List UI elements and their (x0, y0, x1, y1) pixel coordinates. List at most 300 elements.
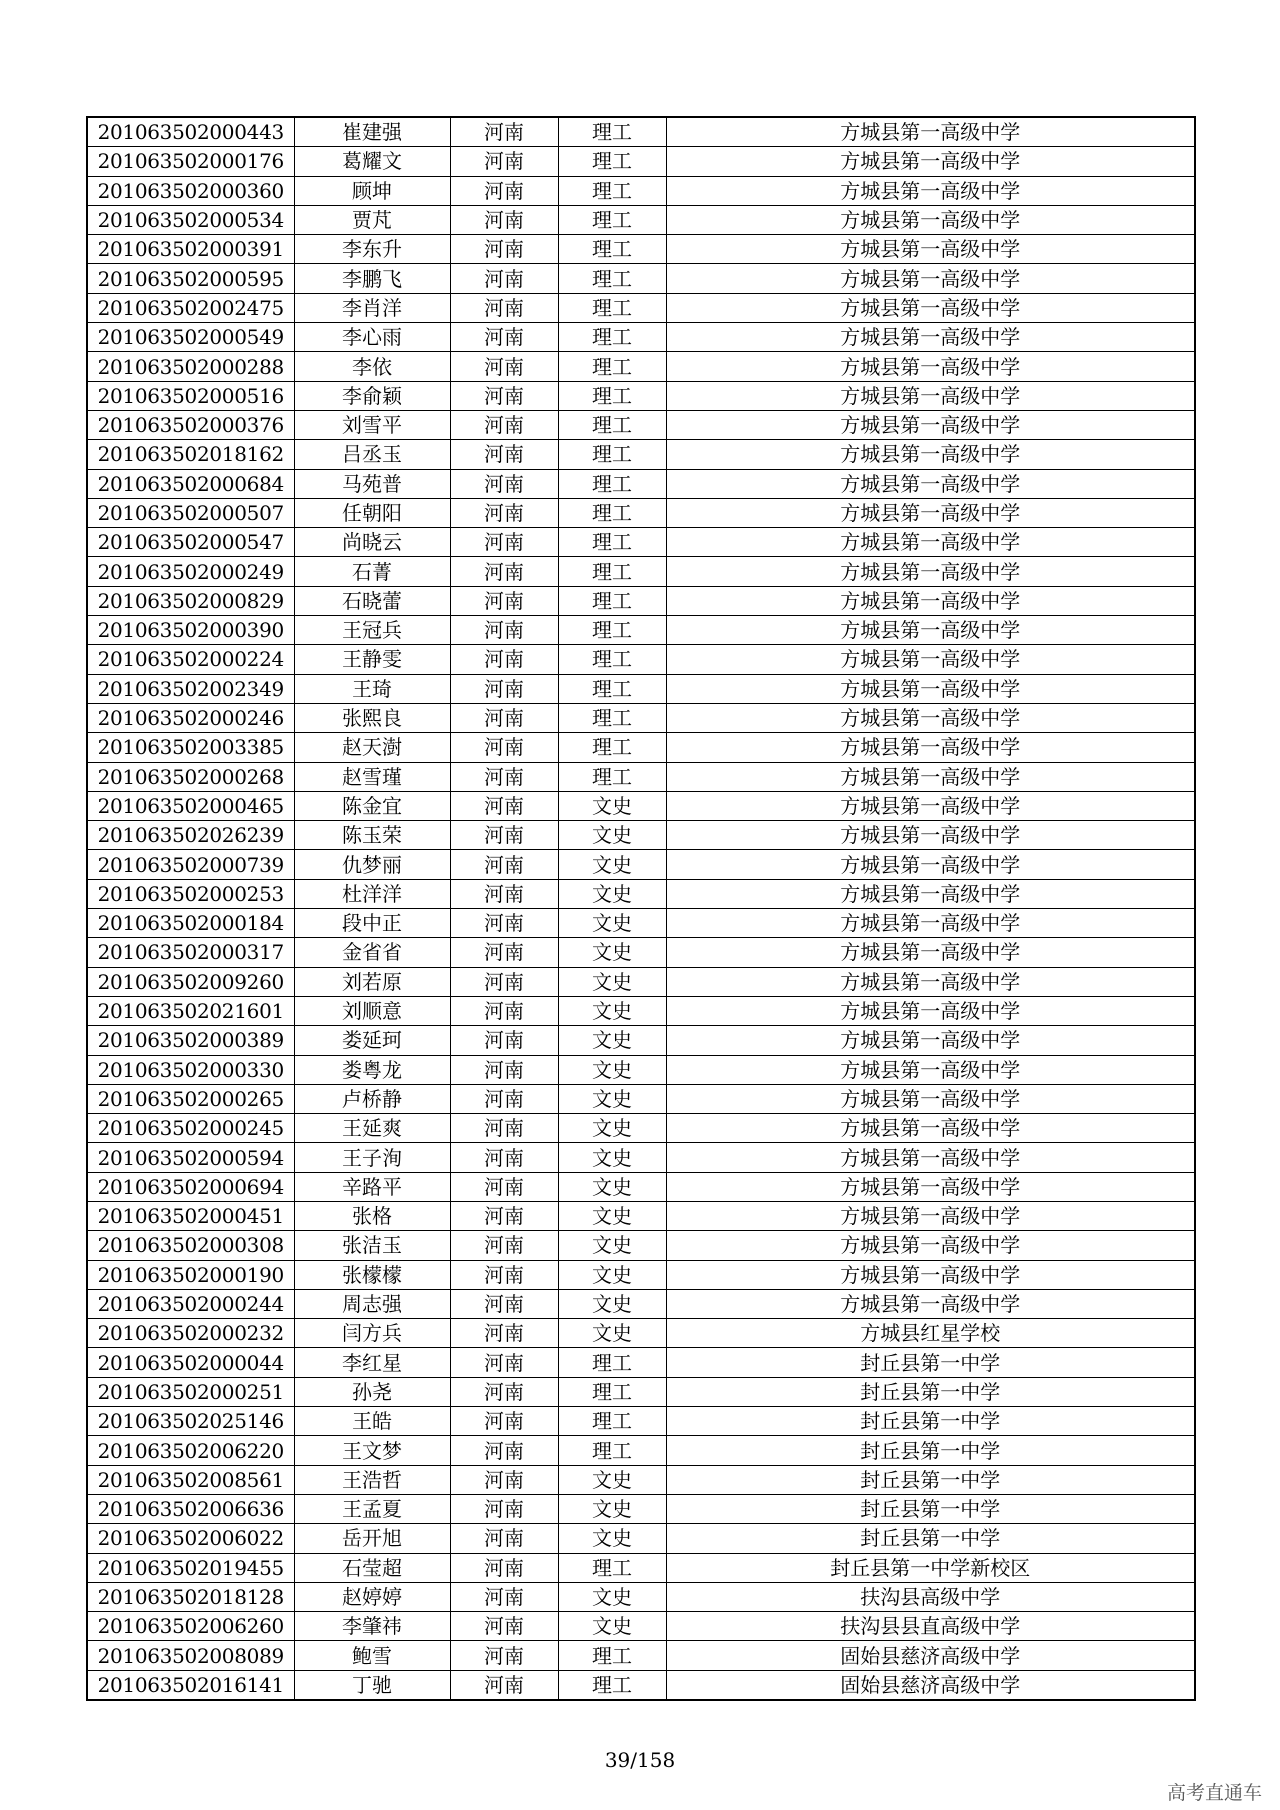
student-name-cell: 王静雯 (294, 645, 450, 674)
student-name-cell: 王延爽 (294, 1114, 450, 1143)
candidate-id-cell: 201063502000739 (87, 850, 294, 879)
province-cell: 河南 (450, 762, 558, 791)
student-name-cell: 李红星 (294, 1348, 450, 1377)
province-cell: 河南 (450, 1026, 558, 1055)
province-cell: 河南 (450, 879, 558, 908)
category-cell: 文史 (558, 879, 666, 908)
category-cell: 文史 (558, 850, 666, 879)
province-cell: 河南 (450, 235, 558, 264)
school-cell: 方城县第一高级中学 (666, 469, 1195, 498)
school-cell: 方城县第一高级中学 (666, 1289, 1195, 1318)
province-cell: 河南 (450, 1582, 558, 1611)
student-name-cell: 赵天澍 (294, 733, 450, 762)
candidate-id-cell: 201063502000244 (87, 1289, 294, 1318)
candidate-id-cell: 201063502000044 (87, 1348, 294, 1377)
candidate-id-cell: 201063502000232 (87, 1319, 294, 1348)
student-name-cell: 娄粤龙 (294, 1055, 450, 1084)
table-row (87, 879, 1195, 908)
student-name-cell: 贾芃 (294, 205, 450, 234)
candidate-id-cell: 201063502008089 (87, 1641, 294, 1670)
candidate-id-cell: 201063502000465 (87, 791, 294, 820)
school-cell: 方城县第一高级中学 (666, 410, 1195, 439)
candidate-id-cell: 201063502000253 (87, 879, 294, 908)
province-cell: 河南 (450, 205, 558, 234)
student-name-cell: 张洁玉 (294, 1231, 450, 1260)
student-name-cell: 李肇祎 (294, 1612, 450, 1641)
candidate-id-cell: 201063502018162 (87, 440, 294, 469)
province-cell: 河南 (450, 996, 558, 1025)
student-name-cell: 丁驰 (294, 1670, 450, 1700)
province-cell: 河南 (450, 586, 558, 615)
province-cell: 河南 (450, 1465, 558, 1494)
candidate-id-cell: 201063502000595 (87, 264, 294, 293)
category-cell: 文史 (558, 1201, 666, 1230)
category-cell: 理工 (558, 528, 666, 557)
category-cell: 理工 (558, 616, 666, 645)
school-cell: 扶沟县高级中学 (666, 1582, 1195, 1611)
table-row (87, 1143, 1195, 1172)
student-name-cell: 王冠兵 (294, 616, 450, 645)
table-row (87, 1319, 1195, 1348)
candidate-id-cell: 201063502000308 (87, 1231, 294, 1260)
student-name-cell: 卢桥静 (294, 1084, 450, 1113)
candidate-id-cell: 201063502000391 (87, 235, 294, 264)
category-cell: 文史 (558, 1612, 666, 1641)
candidate-id-cell: 201063502000829 (87, 586, 294, 615)
table-row (87, 410, 1195, 439)
province-cell: 河南 (450, 352, 558, 381)
province-cell: 河南 (450, 1114, 558, 1143)
table-row (87, 1084, 1195, 1113)
table-row (87, 117, 1195, 147)
province-cell: 河南 (450, 967, 558, 996)
province-cell: 河南 (450, 1172, 558, 1201)
category-cell: 理工 (558, 1377, 666, 1406)
table-row (87, 1612, 1195, 1641)
page-number: 39/158 (604, 1748, 676, 1772)
school-cell: 封丘县第一中学 (666, 1436, 1195, 1465)
table-row (87, 938, 1195, 967)
student-name-cell: 李依 (294, 352, 450, 381)
category-cell: 文史 (558, 821, 666, 850)
school-cell: 方城县第一高级中学 (666, 821, 1195, 850)
student-name-cell: 李鹏飞 (294, 264, 450, 293)
candidate-id-cell: 201063502000176 (87, 147, 294, 176)
table-row (87, 703, 1195, 732)
table-row (87, 381, 1195, 410)
table-row (87, 469, 1195, 498)
category-cell: 理工 (558, 674, 666, 703)
category-cell: 理工 (558, 381, 666, 410)
school-cell: 方城县第一高级中学 (666, 1231, 1195, 1260)
candidate-id-cell: 201063502006022 (87, 1524, 294, 1553)
candidate-id-cell: 201063502000547 (87, 528, 294, 557)
candidate-id-cell: 201063502000516 (87, 381, 294, 410)
province-cell: 河南 (450, 1260, 558, 1289)
candidate-id-cell: 201063502000330 (87, 1055, 294, 1084)
candidate-id-cell: 201063502002475 (87, 293, 294, 322)
school-cell: 方城县红星学校 (666, 1319, 1195, 1348)
candidate-id-cell: 201063502002349 (87, 674, 294, 703)
province-cell: 河南 (450, 1289, 558, 1318)
table-row (87, 235, 1195, 264)
candidate-id-cell: 201063502019455 (87, 1553, 294, 1582)
school-cell: 方城县第一高级中学 (666, 528, 1195, 557)
category-cell: 理工 (558, 1553, 666, 1582)
category-cell: 文史 (558, 1026, 666, 1055)
category-cell: 理工 (558, 1670, 666, 1700)
province-cell: 河南 (450, 1524, 558, 1553)
category-cell: 理工 (558, 176, 666, 205)
province-cell: 河南 (450, 1319, 558, 1348)
school-cell: 方城县第一高级中学 (666, 352, 1195, 381)
province-cell: 河南 (450, 1143, 558, 1172)
student-name-cell: 王琦 (294, 674, 450, 703)
table-row (87, 147, 1195, 176)
candidate-id-cell: 201063502000251 (87, 1377, 294, 1406)
candidate-id-cell: 201063502000268 (87, 762, 294, 791)
student-name-cell: 闫方兵 (294, 1319, 450, 1348)
student-name-cell: 李心雨 (294, 323, 450, 352)
candidate-id-cell: 201063502000443 (87, 117, 294, 147)
category-cell: 理工 (558, 264, 666, 293)
candidate-id-cell: 201063502000245 (87, 1114, 294, 1143)
table-row (87, 205, 1195, 234)
category-cell: 理工 (558, 703, 666, 732)
school-cell: 方城县第一高级中学 (666, 733, 1195, 762)
province-cell: 河南 (450, 557, 558, 586)
table-row (87, 967, 1195, 996)
candidate-id-cell: 201063502000249 (87, 557, 294, 586)
candidate-id-cell: 201063502000360 (87, 176, 294, 205)
table-row (87, 528, 1195, 557)
candidate-id-cell: 201063502000390 (87, 616, 294, 645)
student-name-cell: 杜洋洋 (294, 879, 450, 908)
student-name-cell: 刘雪平 (294, 410, 450, 439)
student-name-cell: 张熙良 (294, 703, 450, 732)
category-cell: 文史 (558, 1465, 666, 1494)
table-row (87, 586, 1195, 615)
province-cell: 河南 (450, 1436, 558, 1465)
candidate-id-cell: 201063502018128 (87, 1582, 294, 1611)
school-cell: 封丘县第一中学 (666, 1348, 1195, 1377)
student-name-cell: 娄延珂 (294, 1026, 450, 1055)
category-cell: 文史 (558, 938, 666, 967)
candidate-id-cell: 201063502006260 (87, 1612, 294, 1641)
watermark-logo-text: 高考直通车 (1166, 1782, 1262, 1804)
table-row (87, 352, 1195, 381)
school-cell: 方城县第一高级中学 (666, 1143, 1195, 1172)
table-row (87, 1436, 1195, 1465)
school-cell: 方城县第一高级中学 (666, 586, 1195, 615)
table-row (87, 1260, 1195, 1289)
candidate-id-cell: 201063502016141 (87, 1670, 294, 1700)
category-cell: 理工 (558, 352, 666, 381)
table-row (87, 1377, 1195, 1406)
student-name-cell: 任朝阳 (294, 498, 450, 527)
province-cell: 河南 (450, 909, 558, 938)
candidate-id-cell: 201063502006636 (87, 1494, 294, 1523)
school-cell: 封丘县第一中学新校区 (666, 1553, 1195, 1582)
table-row (87, 1289, 1195, 1318)
student-name-cell: 石晓蕾 (294, 586, 450, 615)
table-row (87, 1494, 1195, 1523)
student-name-cell: 李肖洋 (294, 293, 450, 322)
candidate-id-cell: 201063502000288 (87, 352, 294, 381)
table-row (87, 1055, 1195, 1084)
candidate-id-cell: 201063502000694 (87, 1172, 294, 1201)
province-cell: 河南 (450, 147, 558, 176)
school-cell: 方城县第一高级中学 (666, 1055, 1195, 1084)
table-row (87, 264, 1195, 293)
candidate-id-cell: 201063502026239 (87, 821, 294, 850)
school-cell: 方城县第一高级中学 (666, 1201, 1195, 1230)
category-cell: 理工 (558, 117, 666, 147)
table-row (87, 616, 1195, 645)
category-cell: 理工 (558, 1641, 666, 1670)
category-cell: 理工 (558, 205, 666, 234)
province-cell: 河南 (450, 1641, 558, 1670)
table-row (87, 1582, 1195, 1611)
school-cell: 方城县第一高级中学 (666, 264, 1195, 293)
category-cell: 文史 (558, 1084, 666, 1113)
school-cell: 方城县第一高级中学 (666, 1026, 1195, 1055)
category-cell: 理工 (558, 469, 666, 498)
category-cell: 理工 (558, 293, 666, 322)
school-cell: 方城县第一高级中学 (666, 235, 1195, 264)
school-cell: 固始县慈济高级中学 (666, 1641, 1195, 1670)
province-cell: 河南 (450, 821, 558, 850)
province-cell: 河南 (450, 703, 558, 732)
province-cell: 河南 (450, 1231, 558, 1260)
student-name-cell: 顾坤 (294, 176, 450, 205)
school-cell: 方城县第一高级中学 (666, 147, 1195, 176)
school-cell: 方城县第一高级中学 (666, 1172, 1195, 1201)
table-row (87, 1670, 1195, 1700)
candidate-id-cell: 201063502025146 (87, 1407, 294, 1436)
student-name-cell: 陈玉荣 (294, 821, 450, 850)
candidate-id-cell: 201063502000684 (87, 469, 294, 498)
table-row (87, 791, 1195, 820)
province-cell: 河南 (450, 1348, 558, 1377)
table-row (87, 293, 1195, 322)
category-cell: 理工 (558, 235, 666, 264)
table-row (87, 1641, 1195, 1670)
student-name-cell: 王浩哲 (294, 1465, 450, 1494)
candidate-id-cell: 201063502000317 (87, 938, 294, 967)
student-name-cell: 尚晓云 (294, 528, 450, 557)
province-cell: 河南 (450, 1670, 558, 1700)
student-name-cell: 王子洵 (294, 1143, 450, 1172)
student-name-cell: 王皓 (294, 1407, 450, 1436)
student-name-cell: 陈金宜 (294, 791, 450, 820)
candidate-id-cell: 201063502003385 (87, 733, 294, 762)
province-cell: 河南 (450, 1553, 558, 1582)
roster-table (86, 116, 1196, 1701)
category-cell: 理工 (558, 762, 666, 791)
table-row (87, 909, 1195, 938)
candidate-id-cell: 201063502000451 (87, 1201, 294, 1230)
category-cell: 文史 (558, 1231, 666, 1260)
student-name-cell: 辛路平 (294, 1172, 450, 1201)
student-name-cell: 石莹超 (294, 1553, 450, 1582)
school-cell: 封丘县第一中学 (666, 1524, 1195, 1553)
school-cell: 方城县第一高级中学 (666, 879, 1195, 908)
student-name-cell: 鲍雪 (294, 1641, 450, 1670)
school-cell: 方城县第一高级中学 (666, 674, 1195, 703)
category-cell: 文史 (558, 1172, 666, 1201)
school-cell: 方城县第一高级中学 (666, 381, 1195, 410)
category-cell: 文史 (558, 1524, 666, 1553)
province-cell: 河南 (450, 264, 558, 293)
category-cell: 理工 (558, 147, 666, 176)
student-name-cell: 赵雪瑾 (294, 762, 450, 791)
category-cell: 理工 (558, 1436, 666, 1465)
student-name-cell: 崔建强 (294, 117, 450, 147)
table-row (87, 1231, 1195, 1260)
student-name-cell: 段中正 (294, 909, 450, 938)
school-cell: 方城县第一高级中学 (666, 117, 1195, 147)
student-name-cell: 仇梦丽 (294, 850, 450, 879)
candidate-id-cell: 201063502000534 (87, 205, 294, 234)
category-cell: 文史 (558, 1055, 666, 1084)
student-name-cell: 刘若原 (294, 967, 450, 996)
student-name-cell: 葛耀文 (294, 147, 450, 176)
school-cell: 封丘县第一中学 (666, 1465, 1195, 1494)
table-row (87, 1172, 1195, 1201)
student-name-cell: 赵婷婷 (294, 1582, 450, 1611)
category-cell: 理工 (558, 557, 666, 586)
student-name-cell: 王文梦 (294, 1436, 450, 1465)
school-cell: 方城县第一高级中学 (666, 938, 1195, 967)
table-row (87, 176, 1195, 205)
table-row (87, 733, 1195, 762)
school-cell: 方城县第一高级中学 (666, 616, 1195, 645)
school-cell: 方城县第一高级中学 (666, 498, 1195, 527)
province-cell: 河南 (450, 1055, 558, 1084)
student-name-cell: 王孟夏 (294, 1494, 450, 1523)
province-cell: 河南 (450, 1084, 558, 1113)
candidate-id-cell: 201063502000549 (87, 323, 294, 352)
student-name-cell: 周志强 (294, 1289, 450, 1318)
table-row (87, 1201, 1195, 1230)
category-cell: 文史 (558, 967, 666, 996)
school-cell: 方城县第一高级中学 (666, 996, 1195, 1025)
student-name-cell: 吕丞玉 (294, 440, 450, 469)
school-cell: 封丘县第一中学 (666, 1377, 1195, 1406)
category-cell: 文史 (558, 996, 666, 1025)
table-row (87, 323, 1195, 352)
table-row (87, 1026, 1195, 1055)
province-cell: 河南 (450, 469, 558, 498)
category-cell: 理工 (558, 733, 666, 762)
school-cell: 方城县第一高级中学 (666, 1260, 1195, 1289)
student-name-cell: 李俞颖 (294, 381, 450, 410)
table-row (87, 498, 1195, 527)
student-name-cell: 岳开旭 (294, 1524, 450, 1553)
student-name-cell: 金省省 (294, 938, 450, 967)
school-cell: 方城县第一高级中学 (666, 293, 1195, 322)
student-name-cell: 石菁 (294, 557, 450, 586)
school-cell: 方城县第一高级中学 (666, 440, 1195, 469)
province-cell: 河南 (450, 381, 558, 410)
province-cell: 河南 (450, 850, 558, 879)
province-cell: 河南 (450, 938, 558, 967)
school-cell: 固始县慈济高级中学 (666, 1670, 1195, 1700)
table-row (87, 440, 1195, 469)
school-cell: 方城县第一高级中学 (666, 967, 1195, 996)
candidate-id-cell: 201063502000246 (87, 703, 294, 732)
category-cell: 理工 (558, 323, 666, 352)
table-row (87, 1348, 1195, 1377)
candidate-id-cell: 201063502021601 (87, 996, 294, 1025)
candidate-id-cell: 201063502000594 (87, 1143, 294, 1172)
province-cell: 河南 (450, 528, 558, 557)
province-cell: 河南 (450, 1612, 558, 1641)
table-row (87, 674, 1195, 703)
school-cell: 方城县第一高级中学 (666, 703, 1195, 732)
roster-table-body (87, 117, 1195, 1700)
province-cell: 河南 (450, 176, 558, 205)
table-row (87, 1524, 1195, 1553)
category-cell: 文史 (558, 1260, 666, 1289)
category-cell: 理工 (558, 498, 666, 527)
school-cell: 方城县第一高级中学 (666, 557, 1195, 586)
province-cell: 河南 (450, 616, 558, 645)
candidate-id-cell: 201063502008561 (87, 1465, 294, 1494)
student-name-cell: 张格 (294, 1201, 450, 1230)
school-cell: 方城县第一高级中学 (666, 645, 1195, 674)
candidate-id-cell: 201063502000265 (87, 1084, 294, 1113)
school-cell: 方城县第一高级中学 (666, 791, 1195, 820)
candidate-id-cell: 201063502006220 (87, 1436, 294, 1465)
school-cell: 方城县第一高级中学 (666, 323, 1195, 352)
school-cell: 方城县第一高级中学 (666, 762, 1195, 791)
candidate-id-cell: 201063502000190 (87, 1260, 294, 1289)
student-name-cell: 张檬檬 (294, 1260, 450, 1289)
candidate-id-cell: 201063502000184 (87, 909, 294, 938)
table-row (87, 557, 1195, 586)
category-cell: 理工 (558, 645, 666, 674)
candidate-id-cell: 201063502000507 (87, 498, 294, 527)
category-cell: 理工 (558, 1348, 666, 1377)
table-row (87, 821, 1195, 850)
category-cell: 文史 (558, 1289, 666, 1318)
table-row (87, 1114, 1195, 1143)
category-cell: 理工 (558, 410, 666, 439)
school-cell: 方城县第一高级中学 (666, 176, 1195, 205)
province-cell: 河南 (450, 1377, 558, 1406)
category-cell: 文史 (558, 1582, 666, 1611)
province-cell: 河南 (450, 733, 558, 762)
table-row (87, 1465, 1195, 1494)
category-cell: 文史 (558, 1143, 666, 1172)
school-cell: 方城县第一高级中学 (666, 205, 1195, 234)
school-cell: 封丘县第一中学 (666, 1407, 1195, 1436)
province-cell: 河南 (450, 323, 558, 352)
table-row (87, 1553, 1195, 1582)
candidate-id-cell: 201063502009260 (87, 967, 294, 996)
school-cell: 方城县第一高级中学 (666, 1114, 1195, 1143)
category-cell: 理工 (558, 440, 666, 469)
province-cell: 河南 (450, 674, 558, 703)
category-cell: 文史 (558, 1114, 666, 1143)
student-name-cell: 孙尧 (294, 1377, 450, 1406)
province-cell: 河南 (450, 117, 558, 147)
province-cell: 河南 (450, 791, 558, 820)
table-row (87, 850, 1195, 879)
province-cell: 河南 (450, 293, 558, 322)
